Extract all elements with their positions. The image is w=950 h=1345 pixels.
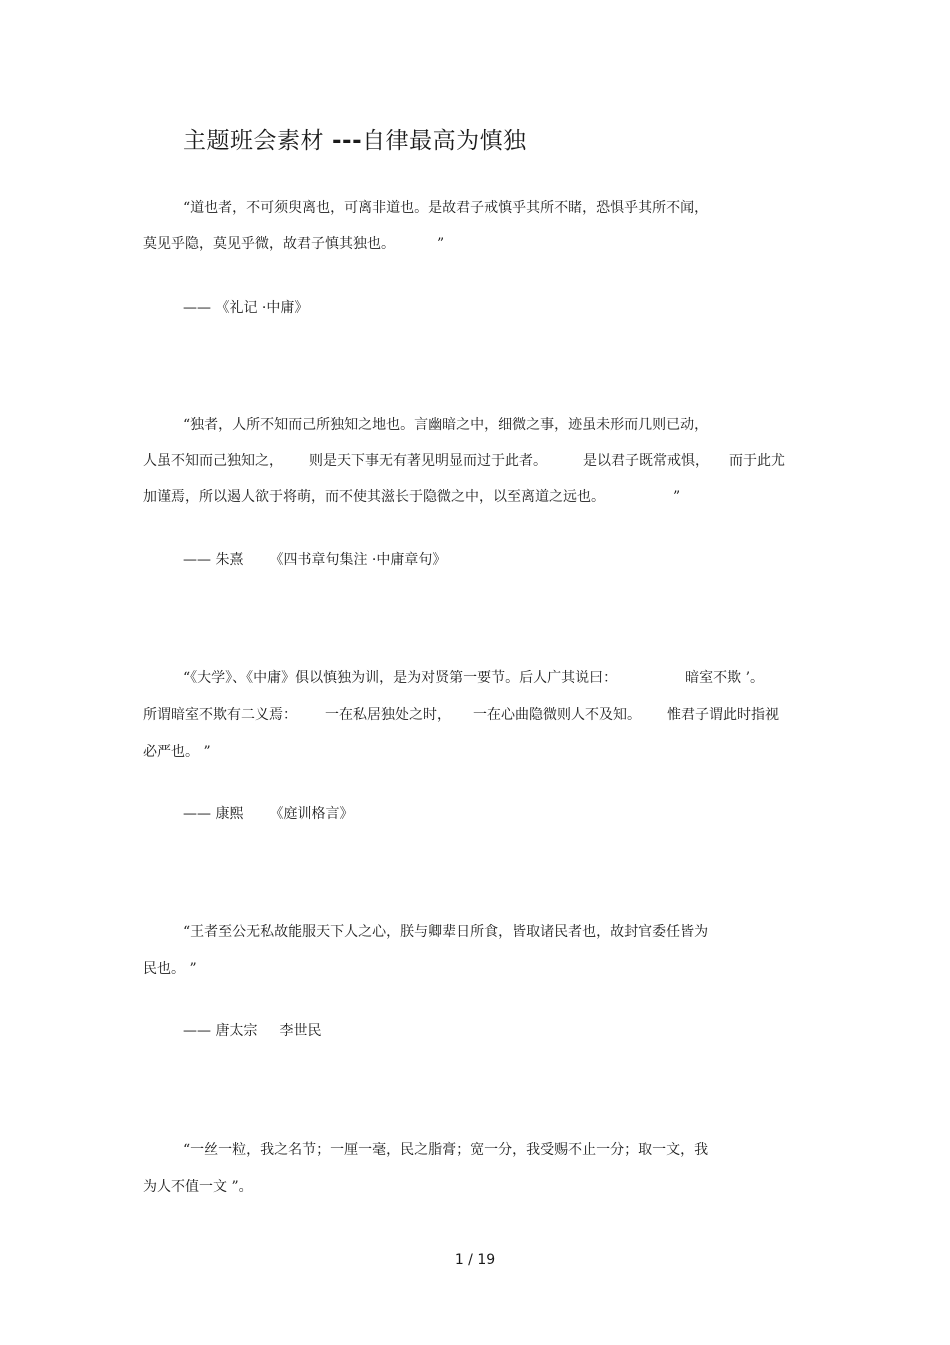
quote-1-line-2 <box>143 234 444 254</box>
quote-2-line-1: “独者，人所不知而己所独知之地也。言幽暗之中，细微之事，迹虽未形而几则已动， <box>183 417 709 433</box>
quote-2-line-3 <box>143 487 680 507</box>
quote-1-line-1: “道也者，不可须臾离也，可离非道也。是故君子戒慎乎其所不睹，恐惧乎其所不闻， <box>183 200 709 216</box>
quote-2-line-3-text: 加谨焉，所以遏人欲于将萌，而不使其滋长于隐微之中，以至离道之远也。 <box>143 489 605 505</box>
quote-2-line-2-part-a: 人虽不知而己独知之， <box>143 453 283 469</box>
quote-3-line-2 <box>143 705 779 725</box>
quote-4-line-1: “王者至公无私故能服天下人之心，朕与卿辈日所食，皆取诸民者也，故封官委任皆为 <box>183 924 709 940</box>
page-number: 1 / 19 <box>454 1252 496 1268</box>
quote-3-line-1-part-b: 暗室不欺 ’。 <box>685 670 765 686</box>
quote-5-line-1: “一丝一粒，我之名节；一厘一毫，民之脂膏；宽一分，我受赐不止一分；取一文，我 <box>183 1142 709 1158</box>
quote-3-source-work: 《庭训格言》 <box>269 806 354 822</box>
quote-3-line-1-part-a: “《大学》、《中庸》俱以慎独为训，是为对贤第一要节。后人广其说曰： <box>183 670 618 686</box>
title-main: 主题班会素材 <box>183 128 324 154</box>
quote-4-source-name: 李世民 <box>279 1023 322 1039</box>
quote-2-line-2-part-b: 则是天下事无有著见明显而过于此者。 <box>309 453 547 469</box>
quote-4-source <box>183 1021 321 1041</box>
title-sub: 自律最高为慎独 <box>362 128 527 154</box>
quote-4-line-2: 民也。 ” <box>143 961 197 977</box>
quote-2-close-mark: ” <box>673 489 681 505</box>
quote-1-source: —— 《礼记 ·中庸》 <box>183 300 309 316</box>
quote-3-source-author: —— 康熙 <box>183 806 244 822</box>
quote-2-source-work: 《四书章句集注 ·中庸章句》 <box>269 552 447 568</box>
quote-4-source-author: —— 唐太宗 <box>183 1023 258 1039</box>
document-title <box>183 124 527 158</box>
quote-2-source <box>183 550 446 570</box>
quote-3-source <box>183 804 353 824</box>
quote-3-line-1 <box>183 668 764 688</box>
quote-2-line-2-part-c: 是以君子既常戒惧， <box>583 453 709 469</box>
quote-3-line-2-part-b: 一在私居独处之时， <box>325 707 451 723</box>
quote-3-line-2-part-a: 所谓暗室不欺有二义焉： <box>143 707 297 723</box>
quote-3-line-3: 必严也。 ” <box>143 744 211 760</box>
quote-1-close-mark: ” <box>437 236 445 252</box>
quote-1-line-2-text: 莫见乎隐，莫见乎微，故君子慎其独也。 <box>143 236 395 252</box>
quote-5-line-2: 为人不值一文 ”。 <box>143 1179 253 1195</box>
title-dash: --- <box>332 128 363 154</box>
quote-2-line-2-part-d: 而于此尤 <box>729 453 785 469</box>
quote-2-source-author: —— 朱熹 <box>183 552 244 568</box>
quote-3-line-2-part-d: 惟君子谓此时指视 <box>667 707 779 723</box>
quote-2-line-2 <box>143 451 785 471</box>
quote-3-line-2-part-c: 一在心曲隐微则人不及知。 <box>473 707 641 723</box>
